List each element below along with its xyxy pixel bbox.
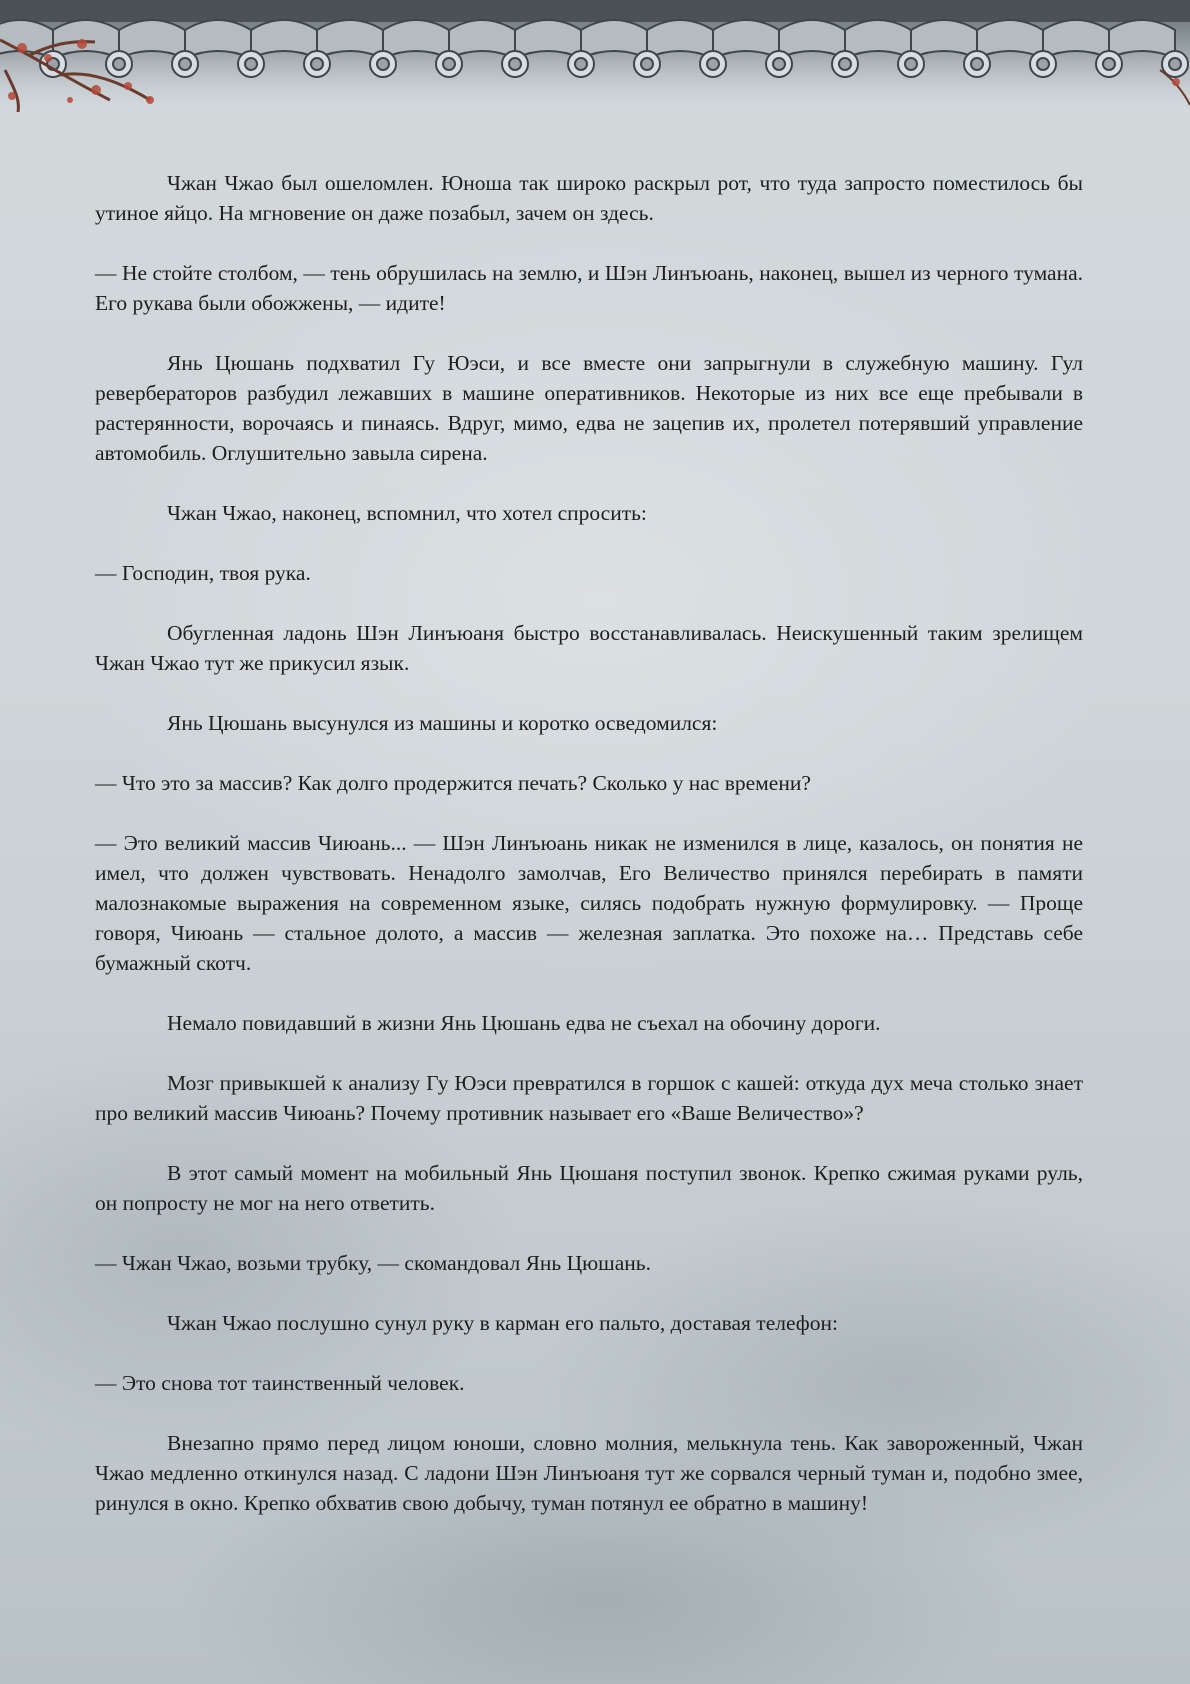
paragraph: — Что это за массив? Как долго продержится печать? Сколько у нас времени? bbox=[95, 771, 811, 795]
paragraph: Янь Цюшань высунулся из машины и коротко осведомился: bbox=[167, 711, 718, 735]
paragraph: Чжан Чжао послушно сунул руку в карман его пальто, доставая телефон: bbox=[167, 1311, 838, 1335]
paragraph: Немало повидавший в жизни Янь Цюшань едва не съехал на обочину дороги. bbox=[167, 1011, 881, 1035]
paragraph: Чжан Чжао, наконец, вспомнил, что хотел спросить: bbox=[167, 501, 647, 525]
paragraph: Внезапно прямо перед лицом юноши, словно молния, мелькнула тень. Как завороженный, Чжан Чжао медленно откинулся назад. С ладони Шэн Линъюаня тут же сорвался черный туман и, подобно змее, ринулся в окно. Крепко обхватив свою добычу, туман потянул ее обратно в машину! bbox=[95, 1431, 1083, 1515]
paragraph: — Господин, твоя рука. bbox=[95, 561, 311, 585]
paragraph: В этот самый момент на мобильный Янь Цюшаня поступил звонок. Крепко сжимая руками руль, он попросту не мог на него ответить. bbox=[95, 1161, 1083, 1215]
roof-tiles-decoration bbox=[0, 0, 1190, 112]
paragraph: — Чжан Чжао, возьми трубку, — скомандовал Янь Цюшань. bbox=[95, 1251, 651, 1275]
paragraph: Чжан Чжао был ошеломлен. Юноша так широко раскрыл рот, что туда запросто поместилось бы утиное яйцо. На мгновение он даже позабыл, зачем он здесь. bbox=[95, 171, 1083, 225]
paragraph: — Это снова тот таинственный человек. bbox=[95, 1371, 465, 1395]
paragraph: Мозг привыкшей к анализу Гу Юэси превратился в горшок с кашей: откуда дух меча столько знает про великий массив Чиюань? Почему противник называет его «Ваше Величество»? bbox=[95, 1071, 1083, 1125]
paragraph: — Это великий массив Чиюань... — Шэн Линъюань никак не изменился в лице, казалось, он понятия не имел, что должен чувствовать. Ненадолго замолчав, Его Величество принялся перебирать в памяти малознакомые выражения на современном языке, силясь подобрать нужную формулировку. — Проще говоря, Чиюань — стальное долото, а массив — железная заплатка. Это похоже на… Представь себе бумажный скотч. bbox=[95, 831, 1083, 975]
chapter-text bbox=[95, 168, 1083, 1548]
paragraph: Обугленная ладонь Шэн Линъюаня быстро восстанавливалась. Неискушенный таким зрелищем Чжан Чжао тут же прикусил язык. bbox=[95, 621, 1083, 675]
paragraph: Янь Цюшань подхватил Гу Юэси, и все вместе они запрыгнули в служебную машину. Гул ревербераторов разбудил лежавших в машине оперативников. Некоторые из них все еще пребывали в растерянности, ворочаясь и пинаясь. Вдруг, мимо, едва не зацепив их, пролетел потерявший управление автомобиль. Оглушительно завыла сирена. bbox=[95, 351, 1083, 465]
paragraph: — Не стойте столбом, — тень обрушилась на землю, и Шэн Линъюань, наконец, вышел из черного тумана. Его рукава были обожжены, — идите! bbox=[95, 261, 1083, 315]
